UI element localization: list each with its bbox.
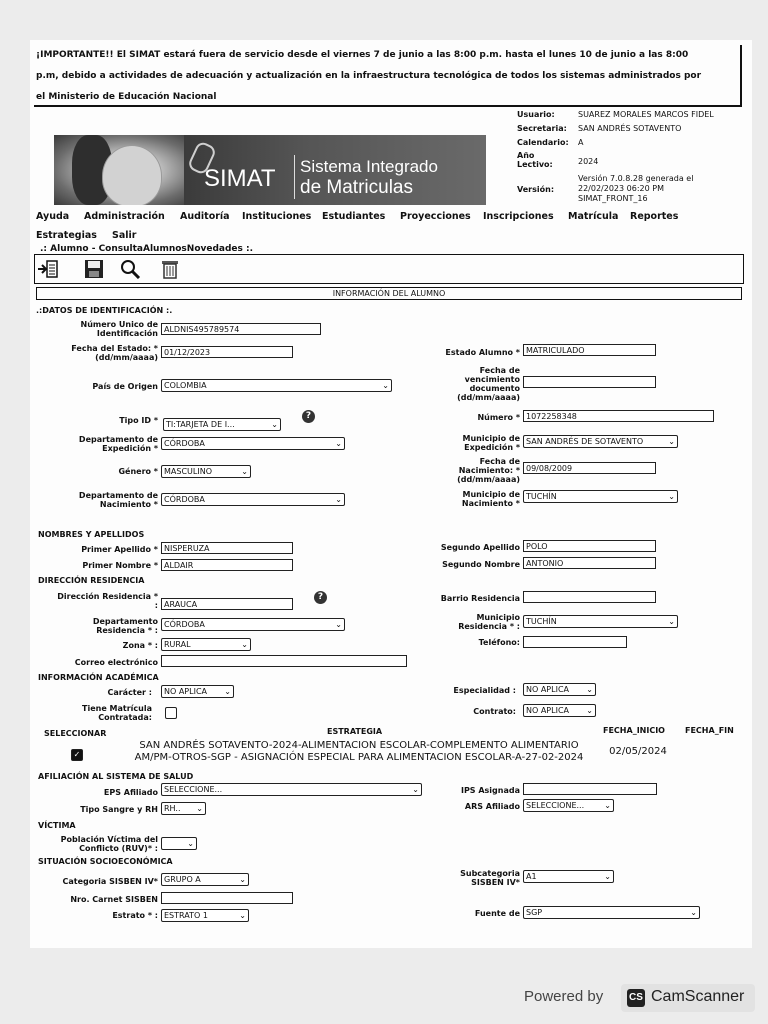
go-form-icon[interactable] xyxy=(37,259,59,279)
caracter-label: Carácter : xyxy=(107,688,152,697)
direccion-residencia-label: Dirección Residencia * : xyxy=(57,592,158,610)
pais-origen-select[interactable]: COLOMBIA ⌄ xyxy=(161,379,392,392)
ars-select[interactable]: SELECCIONE... ⌄ xyxy=(523,799,614,812)
secretaria-value: SAN ANDRÉS SOTAVENTO xyxy=(578,124,682,133)
depto-residencia-select[interactable]: CÓRDOBA ⌄ xyxy=(161,618,345,631)
estado-alumno-label: Estado Alumno * xyxy=(445,348,520,357)
contrato-select[interactable]: NO APLICA ⌄ xyxy=(523,704,596,717)
ars-label: ARS Afiliado xyxy=(464,802,520,811)
menu-administracion[interactable]: Administración xyxy=(84,211,165,222)
powered-by-text: Powered by xyxy=(524,988,604,1005)
telefono-field[interactable] xyxy=(523,636,627,648)
genero-select[interactable]: MASCULINO ⌄ xyxy=(161,465,251,478)
chevron-down-icon: ⌄ xyxy=(604,872,611,881)
fecha-vencimiento-label: Fecha de vencimiento documento (dd/mm/aaaa) xyxy=(457,366,520,402)
victima-header: VÍCTIMA xyxy=(38,821,76,830)
fecha-nacimiento-field[interactable]: 09/08/2009 xyxy=(523,462,656,474)
chevron-down-icon: ⌄ xyxy=(412,785,419,794)
chevron-down-icon: ⌄ xyxy=(271,420,278,429)
chevron-down-icon: ⌄ xyxy=(586,685,593,694)
usuario-label: Usuario: xyxy=(517,110,555,119)
primer-nombre-label: Primer Nombre * xyxy=(82,561,158,570)
notice-line-1: ¡IMPORTANTE!! El SIMAT estará fuera de servicio desde el viernes 7 de junio a las 8:00 p.m. hasta el lunes 10 de junio a las 8:00 xyxy=(36,50,689,60)
tipo-id-select[interactable]: TI:TARJETA DE I... ⌄ xyxy=(163,418,281,431)
chevron-down-icon: ⌄ xyxy=(239,875,246,884)
version-value: Versión 7.0.8.28 generada el 22/02/2023 06:20 PM SIMAT_FRONT_16 xyxy=(578,174,694,203)
chevron-down-icon: ⌄ xyxy=(335,620,342,629)
version-label: Versión: xyxy=(517,185,555,194)
menu-matricula[interactable]: Matrícula xyxy=(568,211,619,222)
numero-unico-field[interactable]: ALDNIS495789574 xyxy=(161,323,321,335)
toolbar xyxy=(34,254,744,284)
fecha-nacimiento-label: Fecha de Nacimiento: * (dd/mm/aaaa) xyxy=(457,457,520,484)
mun-residencia-label: Municipio Residencia * : xyxy=(458,613,520,631)
fecha-estado-field[interactable]: 01/12/2023 xyxy=(161,346,293,358)
poblacion-victima-select[interactable] xyxy=(161,837,197,850)
ano-lectivo-value: 2024 xyxy=(578,157,599,166)
seleccionar-header: SELECCIONAR xyxy=(44,729,107,738)
datos-identificacion-header: .:DATOS DE IDENTIFICACIÓN :. xyxy=(36,306,173,315)
estrato-select[interactable]: ESTRATO 1 ⌄ xyxy=(161,909,249,922)
fecha-inicio-header: FECHA_INICIO xyxy=(603,726,665,735)
zona-select[interactable]: RURAL ⌄ xyxy=(161,638,251,651)
primer-apellido-label: Primer Apellido * xyxy=(81,545,158,554)
chevron-down-icon: ⌄ xyxy=(382,381,389,390)
mun-expedicion-label: Municipio de Expedición * xyxy=(462,434,520,452)
caracter-select[interactable]: NO APLICA ⌄ xyxy=(161,685,234,698)
subcategoria-sisben-select[interactable]: A1 ⌄ xyxy=(523,870,614,883)
especialidad-label: Especialidad : xyxy=(453,686,516,695)
direccion-header: DIRECCIÓN RESIDENCIA xyxy=(38,576,145,585)
estrato-label: Estrato * : xyxy=(112,911,158,920)
chevron-down-icon: ⌄ xyxy=(668,617,675,626)
notice-line-3: el Ministerio de Educación Nacional xyxy=(36,92,217,102)
calendario-label: Calendario: xyxy=(517,138,569,147)
chevron-down-icon: ⌄ xyxy=(241,640,248,649)
depto-expedicion-label: Departamento de Expedición * xyxy=(78,435,158,453)
zona-label: Zona * : xyxy=(122,641,158,650)
tipo-sangre-label: Tipo Sangre y RH xyxy=(80,805,158,814)
menu-instituciones[interactable]: Instituciones xyxy=(242,211,312,222)
fecha-fin-header: FECHA_FIN xyxy=(685,726,734,735)
tiene-matricula-label: Tiene Matrícula Contratada: xyxy=(82,704,152,722)
categoria-sisben-select[interactable]: GRUPO A ⌄ xyxy=(161,873,249,886)
primer-nombre-field[interactable]: ALDAIR xyxy=(161,559,293,571)
section-title: INFORMACIÓN DEL ALUMNO xyxy=(36,287,742,300)
simat-banner xyxy=(54,135,486,205)
chevron-down-icon: ⌄ xyxy=(187,839,194,848)
barrio-label: Barrio Residencia xyxy=(440,594,520,603)
chevron-down-icon: ⌄ xyxy=(604,801,611,810)
banner-title-line-2: de Matriculas xyxy=(300,177,413,198)
maintenance-notice xyxy=(34,45,742,107)
help-icon[interactable]: ? xyxy=(314,591,327,604)
estado-alumno-field[interactable]: MATRICULADO xyxy=(523,344,656,356)
trash-icon[interactable] xyxy=(159,259,181,279)
menu-auditoria[interactable]: Auditoría xyxy=(180,211,230,222)
fuente-label: Fuente de xyxy=(474,909,520,918)
segundo-nombre-label: Segundo Nombre xyxy=(442,560,520,569)
estrategia-fecha-inicio: 02/05/2024 xyxy=(609,746,667,757)
menu-salir[interactable]: Salir xyxy=(112,230,137,241)
menu-proyecciones[interactable]: Proyecciones xyxy=(400,211,471,222)
mun-expedicion-select[interactable]: SAN ANDRÉS DE SOTAVENTO ⌄ xyxy=(523,435,678,448)
estrategia-checkbox[interactable]: ✓ xyxy=(71,749,83,761)
menu-reportes[interactable]: Reportes xyxy=(630,211,679,222)
camscanner-watermark xyxy=(621,984,755,1012)
fecha-vencimiento-field[interactable] xyxy=(523,376,656,388)
chevron-down-icon: ⌄ xyxy=(668,437,675,446)
pais-origen-label: País de Origen xyxy=(92,382,158,391)
numero-label: Número * xyxy=(477,413,520,422)
chevron-down-icon: ⌄ xyxy=(690,908,697,917)
camscanner-logo-icon: CS xyxy=(627,989,645,1007)
chevron-down-icon: ⌄ xyxy=(224,687,231,696)
depto-residencia-label: Departamento Residencia * : xyxy=(92,617,158,635)
menu-ayuda[interactable]: Ayuda xyxy=(36,211,70,222)
menu-estudiantes[interactable]: Estudiantes xyxy=(322,211,386,222)
chevron-down-icon: ⌄ xyxy=(196,804,203,813)
telefono-label: Teléfono: xyxy=(478,638,520,647)
ano-lectivo-label: Año Lectivo: xyxy=(517,151,553,169)
barrio-field[interactable] xyxy=(523,591,656,603)
contrato-label: Contrato: xyxy=(473,707,516,716)
help-icon[interactable]: ? xyxy=(302,410,315,423)
categoria-sisben-label: Categoria SISBEN IV* xyxy=(62,877,158,886)
mun-residencia-select[interactable]: TUCHÍN ⌄ xyxy=(523,615,678,628)
menu-estrategias[interactable]: Estrategias xyxy=(36,230,97,241)
depto-nacimiento-select[interactable]: CÓRDOBA ⌄ xyxy=(161,493,345,506)
socioeconomica-header: SITUACIÓN SOCIOECONÓMICA xyxy=(38,857,173,866)
especialidad-select[interactable]: NO APLICA ⌄ xyxy=(523,683,596,696)
menu-inscripciones[interactable]: Inscripciones xyxy=(483,211,554,222)
ips-field[interactable] xyxy=(523,783,657,795)
academica-header: INFORMACIÓN ACADÉMICA xyxy=(38,673,159,682)
camscanner-brand: CamScanner xyxy=(651,988,745,1005)
fecha-estado-label: Fecha del Estado: * (dd/mm/aaaa) xyxy=(71,344,158,362)
banner-title-line-1: Sistema Integrado xyxy=(300,157,438,176)
eps-select[interactable]: SELECCIONE... ⌄ xyxy=(161,783,422,796)
carnet-sisben-field[interactable] xyxy=(161,892,293,904)
chevron-down-icon: ⌄ xyxy=(239,911,246,920)
chevron-down-icon: ⌄ xyxy=(586,706,593,715)
save-icon[interactable] xyxy=(83,259,105,279)
genero-label: Género * xyxy=(118,467,158,476)
tipo-id-label: Tipo ID * xyxy=(119,416,158,425)
segundo-nombre-field[interactable]: ANTONIO xyxy=(523,557,656,569)
direccion-residencia-field[interactable]: ARAUCA xyxy=(161,598,293,610)
estrategia-description: SAN ANDRÉS SOTAVENTO-2024-ALIMENTACION ESCOLAR-COMPLEMENTO ALIMENTARIO AM/PM-OTROS-SGP - ASIGNACIÓN ESPECIAL PARA ALIMENTACION ESCOLAR-A-27-02-2024 xyxy=(134,740,584,763)
chevron-down-icon: ⌄ xyxy=(668,492,675,501)
estrategia-header: ESTRATEGIA xyxy=(327,727,383,736)
carnet-sisben-label: Nro. Carnet SISBEN xyxy=(70,895,158,904)
primer-apellido-field[interactable]: NISPERUZA xyxy=(161,542,293,554)
subcategoria-sisben-label: Subcategoria SISBEN IV* xyxy=(460,869,520,887)
correo-field[interactable] xyxy=(161,655,407,667)
mun-nacimiento-select[interactable]: TUCHÍN ⌄ xyxy=(523,490,678,503)
calendario-value: A xyxy=(578,138,584,147)
depto-expedicion-select[interactable]: CÓRDOBA ⌄ xyxy=(161,437,345,450)
notice-line-2: p.m, debido a actividades de adecuación y actualización en la infraestructura tecnológica de todos los sistemas administrados por xyxy=(36,71,702,81)
ips-label: IPS Asignada xyxy=(460,786,520,795)
eps-label: EPS Afiliado xyxy=(103,788,158,797)
chevron-down-icon: ⌄ xyxy=(241,467,248,476)
banner-brand: SIMAT xyxy=(204,165,276,192)
chevron-down-icon: ⌄ xyxy=(335,495,342,504)
banner-photo xyxy=(54,135,184,205)
salud-header: AFILIACIÓN AL SISTEMA DE SALUD xyxy=(38,772,194,781)
correo-label: Correo electrónico xyxy=(74,658,158,667)
fuente-select[interactable]: SGP ⌄ xyxy=(523,906,700,919)
poblacion-victima-label: Población Víctima del Conflicto (RUV)* : xyxy=(60,835,158,853)
mun-nacimiento-label: Municipio de Nacimiento * xyxy=(461,490,520,508)
nombres-header: NOMBRES Y APELLIDOS xyxy=(38,530,145,539)
secretaria-label: Secretaria: xyxy=(517,124,567,133)
numero-unico-label: Número Unico de Identificación xyxy=(80,320,158,338)
segundo-apellido-field[interactable]: POLO xyxy=(523,540,656,552)
tipo-sangre-select[interactable]: RH.. ⌄ xyxy=(161,802,206,815)
usuario-value: SUAREZ MORALES MARCOS FIDEL xyxy=(578,110,714,119)
numero-field[interactable]: 1072258348 xyxy=(523,410,714,422)
chevron-down-icon: ⌄ xyxy=(335,439,342,448)
depto-nacimiento-label: Departamento de Nacimiento * xyxy=(78,491,158,509)
search-icon[interactable] xyxy=(119,259,141,279)
tiene-matricula-checkbox[interactable] xyxy=(165,707,177,719)
breadcrumb: .: Alumno - ConsultaAlumnosNovedades :. xyxy=(40,244,254,254)
segundo-apellido-label: Segundo Apellido xyxy=(440,543,520,552)
